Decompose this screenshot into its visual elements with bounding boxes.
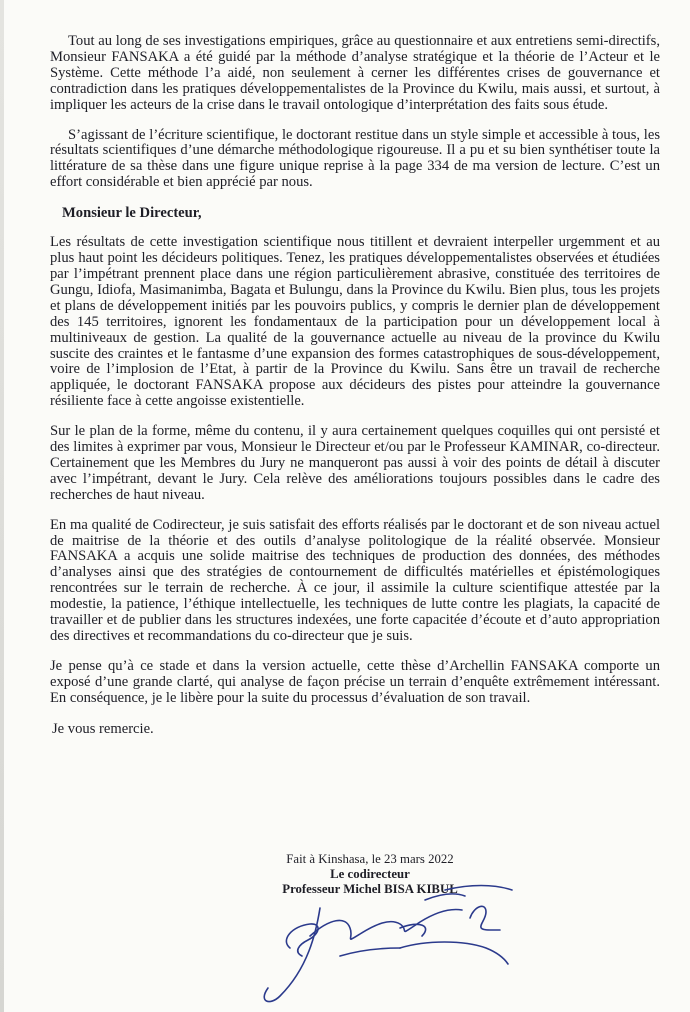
paragraph-conclusion: Je pense qu’à ce stade et dans la version actuelle, cette thèse d’Archellin FANSAKA comporte un exposé d’une grande clarté, qui analyse de façon précise un terrain d’enquête extrêmement intéressant. En conséquence, je le libère pour la suite du processus d’évaluation de son travail. [50,657,660,706]
signature-strokes [264,886,512,1002]
place-date: Fait à Kinshasa, le 23 mars 2022 [286,852,454,866]
signatory-name: Professeur Michel BISA KIBUL [282,882,458,896]
paragraph-scientific-writing: S’agissant de l’écriture scientifique, le doctorant restitue dans un style simple et accessible à tous, les résultats scientifiques d’une démarche méthodologique rigoureuse. Il a pu et su bien synthétiser toute la littérature de sa thèse dans une figure unique reprise à la page 334 de ma version de lecture. C’est un effort considérable et bien apprécié par nous. [50,126,660,191]
closing-line: Je vous remercie. [52,720,154,737]
handwritten-signature [250,878,520,1008]
paragraph-codirector-assessment: En ma qualité de Codirecteur, je suis satisfait des efforts réalisés par le doctorant et de son niveau actuel de maitrise de la théorie et des outils d’analyse politologique de la réalité observée. Monsieur FANSAKA a acquis une solide maitrise des techniques de production des données, des méthodes d’analyses ainsi que des stratégies de contournement de difficultés matérielles et épistémologiques rencontrées sur le terrain de recherche. À ce jour, il assimile la culture scientifique attestée par la modestie, la patience, l’éthique intellectuelle, les techniques de lutte contre les plagiats, la capacité de travailler et de publier dans les structures indexées, une forte capacitée d’écoute et d’auto appropriation des directives et recommandations du co-directeur que je suis. [50,516,660,644]
paragraph-results: Les résultats de cette investigation scientifique nous titillent et devraient interpeller urgemment et au plus haut point les décideurs politiques. Tenez, les pratiques développementalistes observées et étudiées par l’impétrant prennent place dans une région particulièrement abrasive, constituée des territoires de Gungu, Idiofa, Masimanimba, Bagata et Bulungu, dans la Province du Kwilu. Bien plus, tous les projets et plans de développement initiés par les pouvoirs publics, y compris le dernier plan de développement des 145 territoires, ignorent les fondamentaux de la participation pour un développement local à multiniveaux de gestion. La qualité de la gouvernance actuelle au niveau de la province du Kwilu suscite des craintes et le fantasme d’une expansion des formes catastrophiques de sous-développement, voire de l’implosion de l’Etat, à partir de la Province du Kwilu. Sans être un travail de recherche appliquée, le doctorant FANSAKA propose aux décideurs des pistes pour atteindre la gouvernance résiliente face à cette angoisse existentielle. [50,234,660,410]
paragraph-methodology: Tout au long de ses investigations empiriques, grâce au questionnaire et aux entretiens semi-directifs, Monsieur FANSAKA a été guidé par la méthode d’analyse stratégique et la théorie de l’Acteur et le Système. Cette méthode l’a aidé, non seulement à cerner les différentes crises de gouvernance et contradiction dans les pratiques développementalistes de la Province du Kwilu, mais aussi, et surtout, à impliquer les acteurs de la crise dans le travail ontologique d’interprétation des faits sous étude. [50,33,660,113]
signatory-role: Le codirecteur [330,867,410,881]
paragraph-form-content: Sur le plan de la forme, même du contenu, il y aura certainement quelques coquilles qui ont persisté et des limites à exprimer par vous, Monsieur le Directeur et/ou par le Professeur KAMINAR, co-directeur. Certainement que les Membres du Jury ne manqueront pas aussi à voir des points de détail à discuter avec l’impétrant, devant le Jury. Cela relève des améliorations toujours possibles dans le cadre des recherches de haut niveau. [50,423,660,503]
salutation: Monsieur le Directeur, [62,205,202,222]
